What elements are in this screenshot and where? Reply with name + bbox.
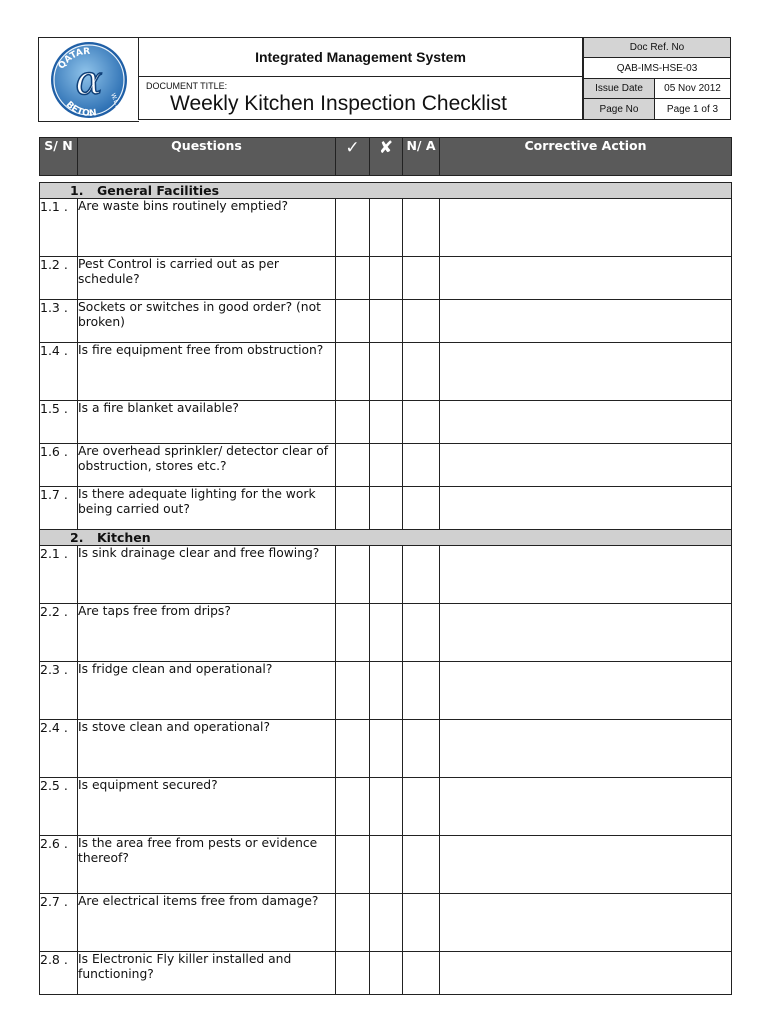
- column-header-cross-icon: ✘: [370, 138, 403, 176]
- item-number: 2.5 .: [40, 778, 78, 836]
- page-no-label: Page No: [583, 98, 655, 120]
- cross-cell[interactable]: [370, 836, 403, 894]
- check-cell[interactable]: [336, 444, 370, 487]
- table-row: [40, 778, 732, 836]
- na-cell[interactable]: [403, 778, 440, 836]
- na-cell[interactable]: [403, 952, 440, 995]
- table-row: [40, 604, 732, 662]
- item-question: Is fire equipment free from obstruction?: [78, 343, 336, 401]
- check-cell[interactable]: [336, 778, 370, 836]
- table-row: [40, 546, 732, 604]
- page-no-value: Page 1 of 3: [654, 98, 731, 120]
- item-question: Is there adequate lighting for the work being carried out?: [78, 487, 336, 530]
- cross-cell[interactable]: [370, 894, 403, 952]
- item-number: 2.2 .: [40, 604, 78, 662]
- cross-cell[interactable]: [370, 720, 403, 778]
- table-row: [40, 444, 732, 487]
- item-question: Is stove clean and operational?: [78, 720, 336, 778]
- section-header: [40, 183, 732, 199]
- corrective-action-cell[interactable]: [440, 720, 732, 778]
- section-title: Kitchen: [97, 530, 151, 545]
- check-cell[interactable]: [336, 662, 370, 720]
- table-row: [40, 952, 732, 995]
- corrective-action-cell[interactable]: [440, 778, 732, 836]
- item-question: Are taps free from drips?: [78, 604, 336, 662]
- svg-text:QATAR: QATAR: [56, 46, 91, 72]
- cross-cell[interactable]: [370, 444, 403, 487]
- corrective-action-cell[interactable]: [440, 401, 732, 444]
- cross-cell[interactable]: [370, 401, 403, 444]
- corrective-action-cell[interactable]: [440, 300, 732, 343]
- table-row: [40, 401, 732, 444]
- cross-cell[interactable]: [370, 257, 403, 300]
- check-cell[interactable]: [336, 257, 370, 300]
- section-title: General Facilities: [97, 183, 220, 198]
- na-cell[interactable]: [403, 487, 440, 530]
- item-question: Is fridge clean and operational?: [78, 662, 336, 720]
- column-header-check-icon: ✓: [336, 138, 370, 176]
- cross-cell[interactable]: [370, 546, 403, 604]
- item-question: Is equipment secured?: [78, 778, 336, 836]
- column-header-questions: Questions: [78, 138, 336, 176]
- corrective-action-cell[interactable]: [440, 662, 732, 720]
- cross-cell[interactable]: [370, 199, 403, 257]
- item-number: 1.2 .: [40, 257, 78, 300]
- svg-text:BETON: BETON: [63, 99, 98, 120]
- item-number: 1.1 .: [40, 199, 78, 257]
- item-number: 2.1 .: [40, 546, 78, 604]
- table-row: [40, 343, 732, 401]
- svg-text:α: α: [75, 58, 103, 104]
- table-row: [40, 300, 732, 343]
- reference-panel: [583, 37, 731, 120]
- document-header: [38, 37, 731, 120]
- na-cell[interactable]: [403, 546, 440, 604]
- corrective-action-cell[interactable]: [440, 836, 732, 894]
- check-cell[interactable]: [336, 720, 370, 778]
- item-number: 1.7 .: [40, 487, 78, 530]
- table-row: [40, 487, 732, 530]
- checklist-table: [39, 137, 732, 995]
- item-question: Are overhead sprinkler/ detector clear of obstruction, stores etc.?: [78, 444, 336, 487]
- na-cell[interactable]: [403, 401, 440, 444]
- corrective-action-cell[interactable]: [440, 343, 732, 401]
- cross-cell[interactable]: [370, 952, 403, 995]
- cross-cell[interactable]: [370, 343, 403, 401]
- na-cell[interactable]: [403, 894, 440, 952]
- table-row: [40, 257, 732, 300]
- item-question: Is the area free from pests or evidence thereof?: [78, 836, 336, 894]
- corrective-action-cell[interactable]: [440, 199, 732, 257]
- item-number: 2.8 .: [40, 952, 78, 995]
- na-cell[interactable]: [403, 604, 440, 662]
- na-cell[interactable]: [403, 300, 440, 343]
- corrective-action-cell[interactable]: [440, 546, 732, 604]
- title-cell: [138, 37, 583, 120]
- issue-date-label: Issue Date: [583, 78, 655, 99]
- na-cell[interactable]: [403, 257, 440, 300]
- item-number: 2.7 .: [40, 894, 78, 952]
- table-row: [40, 720, 732, 778]
- company-logo: [41, 38, 137, 121]
- section-number: 2.: [70, 530, 84, 545]
- check-cell[interactable]: [336, 343, 370, 401]
- section-number: 1.: [70, 183, 84, 198]
- item-question: Pest Control is carried out as per schedule?: [78, 257, 336, 300]
- na-cell[interactable]: [403, 662, 440, 720]
- doc-ref-label: Doc Ref. No: [583, 37, 731, 58]
- document-title: Weekly Kitchen Inspection Checklist: [170, 92, 507, 115]
- cross-cell[interactable]: [370, 778, 403, 836]
- check-cell[interactable]: [336, 300, 370, 343]
- item-number: 2.6 .: [40, 836, 78, 894]
- cross-cell[interactable]: [370, 662, 403, 720]
- issue-date-value: 05 Nov 2012: [654, 78, 731, 99]
- item-question: Is Electronic Fly killer installed and functioning?: [78, 952, 336, 995]
- corrective-action-cell[interactable]: [440, 894, 732, 952]
- item-question: Are electrical items free from damage?: [78, 894, 336, 952]
- na-cell[interactable]: [403, 444, 440, 487]
- corrective-action-cell[interactable]: [440, 487, 732, 530]
- check-cell[interactable]: [336, 487, 370, 530]
- item-number: 1.5 .: [40, 401, 78, 444]
- check-cell[interactable]: [336, 546, 370, 604]
- item-number: 1.4 .: [40, 343, 78, 401]
- column-header-na: N/ A: [403, 138, 440, 176]
- column-header-sn: S/ N: [40, 138, 78, 176]
- corrective-action-cell[interactable]: [440, 257, 732, 300]
- na-cell[interactable]: [403, 199, 440, 257]
- logo-cell: [38, 37, 139, 122]
- table-row: [40, 836, 732, 894]
- corrective-action-cell[interactable]: [440, 444, 732, 487]
- item-question: Is sink drainage clear and free flowing?: [78, 546, 336, 604]
- item-question: Sockets or switches in good order? (not broken): [78, 300, 336, 343]
- item-question: Is a fire blanket available?: [78, 401, 336, 444]
- system-name: Integrated Management System: [139, 38, 582, 77]
- item-question: Are waste bins routinely emptied?: [78, 199, 336, 257]
- document-title-label: DOCUMENT TITLE:: [146, 81, 228, 91]
- check-cell[interactable]: [336, 199, 370, 257]
- column-header-corrective-action: Corrective Action: [440, 138, 732, 176]
- corrective-action-cell[interactable]: [440, 604, 732, 662]
- cross-cell[interactable]: [370, 487, 403, 530]
- table-row: [40, 662, 732, 720]
- check-cell[interactable]: [336, 604, 370, 662]
- check-cell[interactable]: [336, 401, 370, 444]
- item-number: 1.6 .: [40, 444, 78, 487]
- na-cell[interactable]: [403, 836, 440, 894]
- cross-cell[interactable]: [370, 604, 403, 662]
- item-number: 2.4 .: [40, 720, 78, 778]
- table-row: [40, 894, 732, 952]
- na-cell[interactable]: [403, 343, 440, 401]
- check-cell[interactable]: [336, 836, 370, 894]
- na-cell[interactable]: [403, 720, 440, 778]
- check-cell[interactable]: [336, 894, 370, 952]
- cross-cell[interactable]: [370, 300, 403, 343]
- item-number: 2.3 .: [40, 662, 78, 720]
- corrective-action-cell[interactable]: [440, 952, 732, 995]
- svg-text:W.L.L.: W.L.L.: [109, 92, 122, 112]
- doc-ref-value: QAB-IMS-HSE-03: [583, 57, 731, 79]
- section-header: [40, 530, 732, 546]
- table-header-row: [40, 138, 732, 176]
- check-cell[interactable]: [336, 952, 370, 995]
- table-row: [40, 199, 732, 257]
- item-number: 1.3 .: [40, 300, 78, 343]
